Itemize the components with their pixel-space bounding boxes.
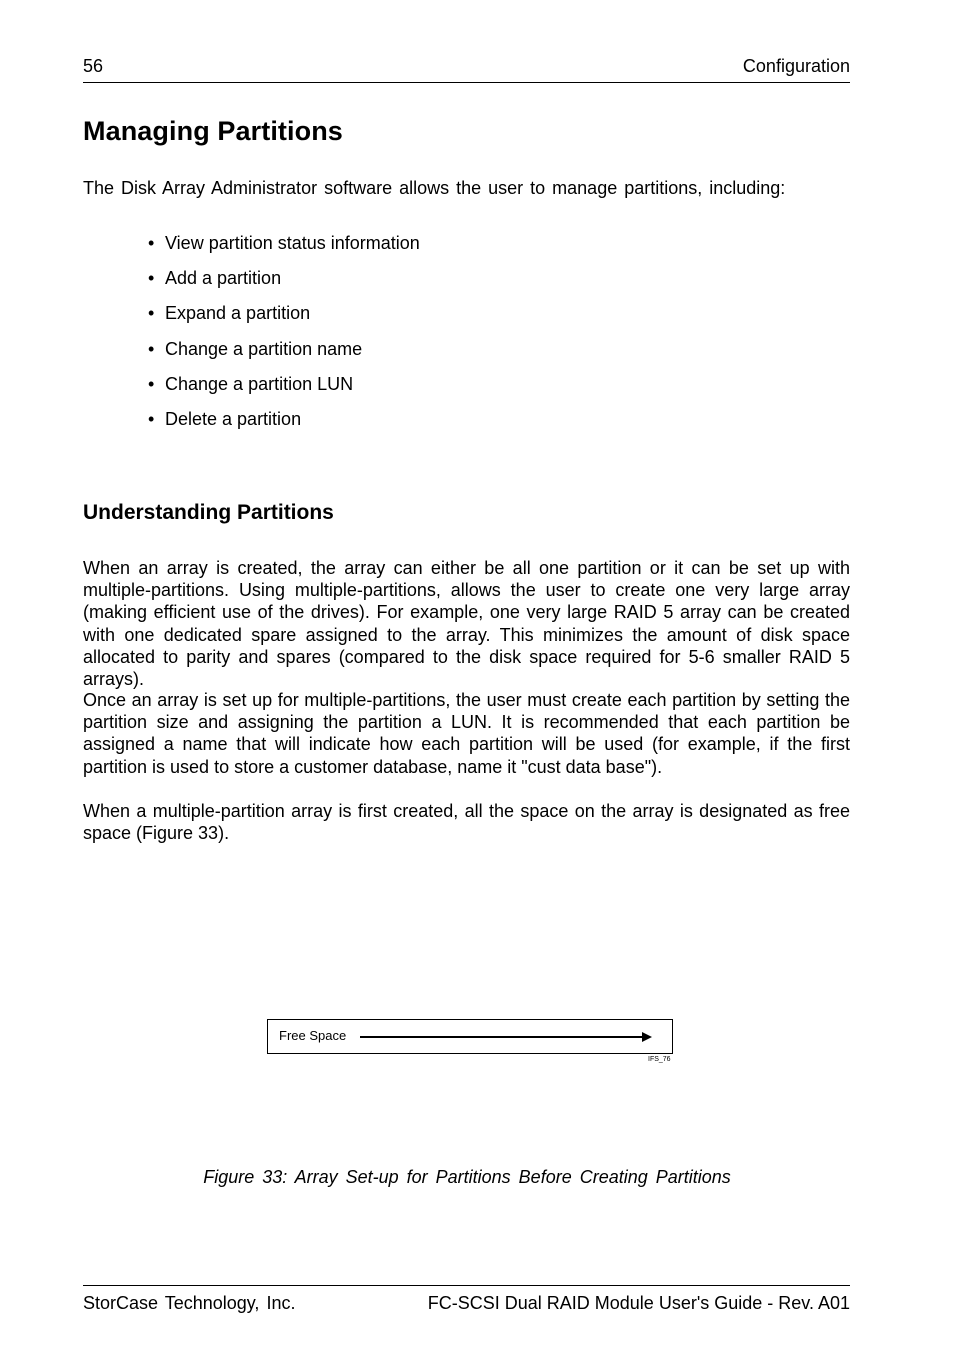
- bullet-icon: •: [148, 408, 155, 429]
- free-space-diagram: [267, 1019, 673, 1054]
- free-space-label: Free Space: [279, 1028, 347, 1043]
- header-rule: [83, 82, 850, 83]
- list-item: • Expand a partition: [148, 303, 311, 324]
- bullet-icon: •: [148, 233, 155, 253]
- list-item: • Add a partition: [148, 268, 282, 289]
- body-paragraph: When a multiple-partition array is first created, all the space on the array is designated as free space (Figure 33).: [83, 801, 850, 844]
- bullet-icon: •: [148, 268, 155, 289]
- list-item: • Change a partition LUN: [148, 373, 354, 394]
- page-number: 56: [83, 56, 104, 76]
- feature-list: [148, 232, 420, 443]
- bullet-icon: •: [148, 338, 155, 359]
- list-item: • View partition status information: [148, 233, 420, 253]
- figure-id: IFS_76: [648, 1056, 671, 1063]
- section-title: Configuration: [742, 56, 850, 76]
- footer-company: StorCase Technology, Inc.: [83, 1293, 296, 1313]
- footer-rule: [83, 1285, 850, 1286]
- list-item: • Delete a partition: [148, 408, 302, 429]
- intro-paragraph: The Disk Array Administrator software allows the user to manage partitions, including:: [83, 178, 786, 198]
- body-paragraph: When an array is created, the array can either be all one partition or it can be set up with multiple-partitions. Using multiple-partitions, allows the user to create one very large array (making efficient use of the drives). For example, one very large RAID 5 array can be created with one dedicated spare assigned to the array. This minimizes the amount of disk space allocated to parity and spares (compared to the disk space required for 5-6 smaller RAID 5 arrays).: [83, 558, 850, 690]
- arrow-icon: [360, 1030, 660, 1044]
- page-title: Managing Partitions: [83, 116, 343, 146]
- figure-caption: Figure 33: Array Set-up for Partitions Before Creating Partitions: [203, 1167, 731, 1187]
- bullet-icon: •: [148, 303, 155, 324]
- list-item: • Change a partition name: [148, 338, 363, 359]
- bullet-icon: •: [148, 373, 155, 394]
- footer-doc-title: FC-SCSI Dual RAID Module User's Guide - Rev. A01: [427, 1293, 850, 1313]
- section-heading: Understanding Partitions: [83, 501, 334, 524]
- body-paragraph: Once an array is set up for multiple-partitions, the user must create each partition by setting the partition size and assigning the partition a LUN. It is recommended that each partition be assigned a name that will indicate how each partition will be used (for example, if the first partition is used to store a customer database, name it "cust data base").: [83, 690, 850, 777]
